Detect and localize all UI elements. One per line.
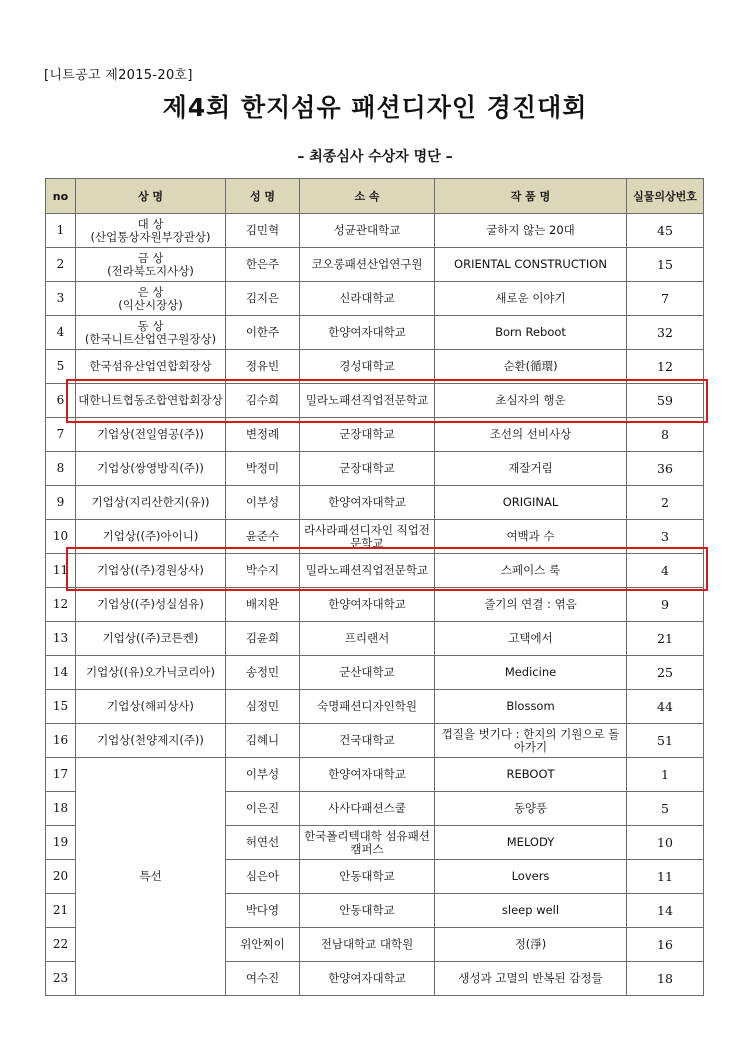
table-row (46, 350, 704, 384)
affiliation: 한양여자대학교 (300, 588, 435, 622)
document-subtitle: – 최종심사 수상자 명단 – (297, 149, 453, 165)
affiliation: 경성대학교 (300, 350, 435, 384)
award-name (76, 418, 226, 452)
row-number: 7 (46, 418, 76, 452)
garment-number: 1 (627, 758, 704, 792)
work-title: 줄기의 연결 : 엮음 (435, 588, 627, 622)
winner-name: 변정례 (226, 418, 300, 452)
garment-number: 5 (627, 792, 704, 826)
table-row (46, 384, 704, 418)
award-name (76, 656, 226, 690)
award-name (76, 622, 226, 656)
notice-number: [니트공고 제2015-20호] (44, 68, 193, 83)
header-name: 성 명 (226, 179, 300, 214)
work-title: 껍질을 벗기다 : 한지의 기원으로 돌아가기 (435, 724, 627, 758)
table-row (46, 452, 704, 486)
garment-number: 15 (627, 248, 704, 282)
affiliation: 코오롱패션산업연구원 (300, 248, 435, 282)
award-name (76, 214, 226, 248)
winner-name: 한은주 (226, 248, 300, 282)
affiliation: 신라대학교 (300, 282, 435, 316)
work-title: 스페이스 룩 (435, 554, 627, 588)
header-no: no (46, 179, 76, 214)
award-title: 기업상((주)성실섬유) (97, 597, 204, 611)
row-number: 11 (46, 554, 76, 588)
affiliation: 한양여자대학교 (300, 486, 435, 520)
work-title: 재잘거림 (435, 452, 627, 486)
award-subtitle: (한국니트산업연구원장상) (84, 331, 217, 346)
special-award-cell: 특선 (76, 758, 226, 996)
garment-number: 25 (627, 656, 704, 690)
affiliation: 라사라패션디자인 직업전문학교 (300, 520, 435, 554)
row-number: 18 (46, 792, 76, 826)
winner-name: 윤준수 (226, 520, 300, 554)
garment-number: 18 (627, 962, 704, 996)
affiliation: 안동대학교 (300, 894, 435, 928)
row-number: 8 (46, 452, 76, 486)
winner-name: 심정민 (226, 690, 300, 724)
garment-number: 16 (627, 928, 704, 962)
table-row (46, 622, 704, 656)
table-body (46, 214, 704, 996)
table-row (46, 588, 704, 622)
work-title: 굴하지 않는 20대 (435, 214, 627, 248)
winner-name: 배지완 (226, 588, 300, 622)
work-title: 생성과 고멸의 반복된 감정들 (435, 962, 627, 996)
garment-number: 36 (627, 452, 704, 486)
garment-number: 10 (627, 826, 704, 860)
affiliation: 건국대학교 (300, 724, 435, 758)
table-row (46, 656, 704, 690)
work-title: ORIGINAL (435, 486, 627, 520)
garment-number: 9 (627, 588, 704, 622)
row-number: 6 (46, 384, 76, 418)
garment-number: 44 (627, 690, 704, 724)
table-row (46, 418, 704, 452)
table-row (46, 248, 704, 282)
award-title: 기업상(쌍영방직(주)) (97, 461, 204, 475)
affiliation: 숙명패션디자인학원 (300, 690, 435, 724)
garment-number: 14 (627, 894, 704, 928)
award-name (76, 724, 226, 758)
award-title: 대 상 (137, 216, 164, 231)
work-title: 정(淨) (435, 928, 627, 962)
affiliation: 군산대학교 (300, 656, 435, 690)
row-number: 16 (46, 724, 76, 758)
award-title: 기업상(전일염공(주)) (97, 427, 204, 441)
header-affiliation: 소 속 (300, 179, 435, 214)
table-row (46, 282, 704, 316)
winner-name: 이부성 (226, 758, 300, 792)
winner-name: 박다영 (226, 894, 300, 928)
garment-number: 32 (627, 316, 704, 350)
work-title: ORIENTAL CONSTRUCTION (435, 248, 627, 282)
award-title: 기업상(해피상사) (107, 699, 194, 713)
row-number: 12 (46, 588, 76, 622)
table-row (46, 690, 704, 724)
work-title: REBOOT (435, 758, 627, 792)
award-title: 기업상((주)아이니) (102, 529, 199, 543)
header-work: 작 품 명 (435, 179, 627, 214)
row-number: 17 (46, 758, 76, 792)
work-title: 순환(循環) (435, 350, 627, 384)
garment-number: 7 (627, 282, 704, 316)
winner-name: 여수진 (226, 962, 300, 996)
affiliation: 사사다패션스쿨 (300, 792, 435, 826)
award-title: 기업상(지리산한지(유)) (91, 495, 210, 509)
row-number: 19 (46, 826, 76, 860)
award-title: 한국섬유산업연합회장상 (89, 359, 212, 373)
row-number: 21 (46, 894, 76, 928)
award-name (76, 588, 226, 622)
table-header-row (46, 179, 704, 214)
winner-name: 김민혁 (226, 214, 300, 248)
winner-name: 이한주 (226, 316, 300, 350)
garment-number: 51 (627, 724, 704, 758)
award-subtitle: (전라북도지사상) (107, 263, 194, 278)
winner-name: 정유빈 (226, 350, 300, 384)
work-title: sleep well (435, 894, 627, 928)
header-award: 상 명 (76, 179, 226, 214)
header-code: 실물의상번호 (627, 179, 704, 214)
row-number: 2 (46, 248, 76, 282)
award-subtitle: (익산시장상) (118, 297, 183, 312)
winner-name: 김수희 (226, 384, 300, 418)
row-number: 10 (46, 520, 76, 554)
garment-number: 4 (627, 554, 704, 588)
winners-table (45, 178, 704, 996)
winner-name: 박수지 (226, 554, 300, 588)
work-title: 여백과 수 (435, 520, 627, 554)
row-number: 4 (46, 316, 76, 350)
table-row (46, 486, 704, 520)
row-number: 1 (46, 214, 76, 248)
award-name (76, 554, 226, 588)
affiliation: 전남대학교 대학원 (300, 928, 435, 962)
winner-name: 박정미 (226, 452, 300, 486)
table-row (46, 316, 704, 350)
award-title: 기업상((주)코튼켄) (102, 631, 199, 645)
table-row (46, 554, 704, 588)
winner-name: 김혜니 (226, 724, 300, 758)
affiliation: 프리랜서 (300, 622, 435, 656)
garment-number: 21 (627, 622, 704, 656)
work-title: 조선의 선비사상 (435, 418, 627, 452)
award-name (76, 690, 226, 724)
garment-number: 11 (627, 860, 704, 894)
award-title: 기업상((주)경원상사) (97, 563, 204, 577)
winner-name: 김윤희 (226, 622, 300, 656)
award-name (76, 282, 226, 316)
award-name (76, 384, 226, 418)
award-title: 기업상((유)오가닉코리아) (85, 665, 216, 679)
work-title: Born Reboot (435, 316, 627, 350)
affiliation: 군장대학교 (300, 418, 435, 452)
winner-name: 심은아 (226, 860, 300, 894)
winner-name: 이부성 (226, 486, 300, 520)
affiliation: 밀라노패션직업전문학교 (300, 384, 435, 418)
row-number: 5 (46, 350, 76, 384)
work-title: 동양풍 (435, 792, 627, 826)
affiliation: 한양여자대학교 (300, 316, 435, 350)
table-row (46, 520, 704, 554)
work-title: Lovers (435, 860, 627, 894)
winner-name: 위안찌이 (226, 928, 300, 962)
garment-number: 2 (627, 486, 704, 520)
affiliation: 한양여자대학교 (300, 962, 435, 996)
table-row (46, 724, 704, 758)
work-title: Medicine (435, 656, 627, 690)
work-title: 새로운 이야기 (435, 282, 627, 316)
award-subtitle: (산업통상자원부장관상) (90, 229, 211, 244)
row-number: 3 (46, 282, 76, 316)
affiliation: 한국폴리텍대학 섬유패션캠퍼스 (300, 826, 435, 860)
award-name (76, 316, 226, 350)
affiliation: 안동대학교 (300, 860, 435, 894)
award-title: 대한니트협동조합연합회장상 (78, 393, 223, 407)
garment-number: 8 (627, 418, 704, 452)
table-row (46, 214, 704, 248)
document-title: 제4회 한지섬유 패션디자인 경진대회 (162, 93, 588, 122)
award-title: 동 상 (137, 318, 164, 333)
row-number: 9 (46, 486, 76, 520)
work-title: 고택에서 (435, 622, 627, 656)
garment-number: 59 (627, 384, 704, 418)
winner-name: 송정민 (226, 656, 300, 690)
work-title: MELODY (435, 826, 627, 860)
award-name (76, 350, 226, 384)
row-number: 23 (46, 962, 76, 996)
affiliation: 군장대학교 (300, 452, 435, 486)
row-number: 13 (46, 622, 76, 656)
row-number: 22 (46, 928, 76, 962)
table-row (46, 758, 704, 792)
work-title: 초심자의 행운 (435, 384, 627, 418)
award-title: 금 상 (137, 250, 164, 265)
award-name (76, 248, 226, 282)
award-name (76, 452, 226, 486)
work-title: Blossom (435, 690, 627, 724)
affiliation: 성균관대학교 (300, 214, 435, 248)
award-title: 기업상(천양제지(주)) (97, 733, 204, 747)
winner-name: 허연선 (226, 826, 300, 860)
award-name (76, 486, 226, 520)
winner-name: 김지은 (226, 282, 300, 316)
award-name (76, 520, 226, 554)
garment-number: 12 (627, 350, 704, 384)
garment-number: 45 (627, 214, 704, 248)
row-number: 14 (46, 656, 76, 690)
row-number: 20 (46, 860, 76, 894)
affiliation: 밀라노패션직업전문학교 (300, 554, 435, 588)
award-title: 은 상 (137, 284, 164, 299)
winner-name: 이은진 (226, 792, 300, 826)
affiliation: 한양여자대학교 (300, 758, 435, 792)
garment-number: 3 (627, 520, 704, 554)
row-number: 15 (46, 690, 76, 724)
